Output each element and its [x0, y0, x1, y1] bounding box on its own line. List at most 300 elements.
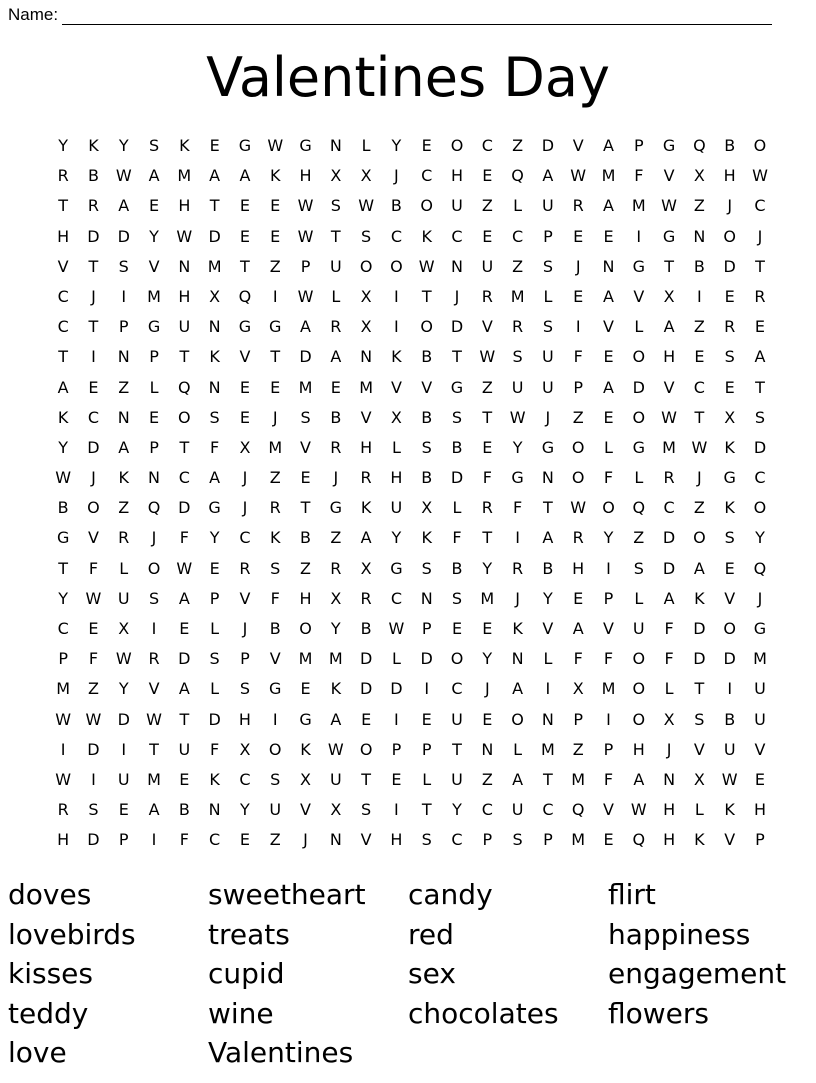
grid-letter: I [394, 317, 399, 337]
grid-letter: J [91, 468, 96, 488]
grid-letter: E [754, 317, 766, 337]
grid-letter: C [57, 286, 69, 306]
grid-letter: A [754, 347, 766, 367]
grid-letter: X [572, 679, 584, 699]
grid-letter: V [663, 377, 675, 397]
grid-letter: T [452, 739, 462, 759]
grid-letter: W [146, 709, 162, 729]
grid-letter: K [57, 407, 69, 427]
grid-letter: C [481, 136, 493, 155]
grid-letter: Z [512, 256, 524, 276]
grid-letter: D [359, 649, 373, 669]
grid-letter: E [361, 709, 372, 729]
grid-letter: H [238, 709, 251, 729]
grid-letter: C [239, 769, 251, 789]
grid-letter: W [297, 226, 314, 246]
grid-letter: P [482, 830, 493, 850]
grid-row [48, 226, 775, 256]
grid-letter: G [56, 528, 70, 548]
grid-letter: L [361, 136, 371, 155]
grid-letter: W [691, 437, 708, 457]
grid-letter: V [663, 166, 675, 186]
grid-letter: V [572, 136, 584, 155]
grid-letter: O [632, 347, 646, 367]
grid-letter: M [359, 377, 374, 397]
grid-letter: U [451, 769, 463, 789]
grid-letter: V [724, 588, 736, 608]
word-item: kisses [8, 957, 93, 990]
grid-letter: A [663, 588, 675, 608]
grid-letter: Y [209, 528, 220, 548]
grid-row [48, 195, 775, 225]
grid-letter: G [632, 256, 645, 276]
grid-letter: W [297, 286, 314, 306]
grid-letter: D [359, 679, 373, 699]
grid-letter: A [603, 377, 614, 397]
grid-letter: K [330, 679, 342, 699]
grid-letter: Z [481, 377, 493, 397]
grid-row [48, 618, 775, 648]
grid-letter: R [360, 468, 372, 488]
grid-letter: S [421, 437, 432, 457]
grid-letter: M [298, 649, 313, 669]
grid-letter: M [328, 649, 343, 669]
grid-letter: M [480, 588, 495, 608]
grid-letter: L [694, 800, 704, 820]
grid-letter: E [239, 407, 250, 427]
grid-letter: S [148, 136, 160, 155]
grid-letter: J [757, 588, 763, 608]
grid-letter: L [634, 588, 644, 608]
grid-letter: N [360, 347, 373, 367]
grid-letter: D [117, 226, 130, 246]
grid-letter: M [571, 830, 586, 850]
grid-letter: E [209, 136, 220, 155]
grid-letter: R [724, 317, 736, 337]
grid-letter: J [757, 226, 763, 246]
grid-letter: R [663, 468, 675, 488]
grid-letter: O [723, 619, 736, 638]
grid-letter: S [633, 558, 644, 578]
grid-letter: C [451, 226, 463, 246]
grid-letter: G [723, 468, 736, 488]
grid-letter: K [391, 347, 402, 367]
grid-letter: K [724, 437, 735, 457]
grid-letter: J [242, 498, 248, 518]
grid-letter: R [481, 286, 493, 306]
grid-letter: W [115, 166, 132, 186]
grid-letter: J [333, 468, 339, 488]
grid-letter: O [268, 739, 282, 759]
word-item: doves [8, 878, 92, 911]
grid-letter: B [421, 468, 433, 488]
grid-letter: E [482, 709, 493, 729]
grid-letter: C [239, 528, 251, 548]
grid-letter: W [297, 196, 314, 216]
grid-letter: Z [481, 769, 493, 789]
grid-letter: O [632, 679, 646, 699]
grid-letter: A [663, 317, 675, 337]
grid-letter: P [633, 136, 644, 155]
grid-letter: P [118, 317, 129, 337]
grid-letter: F [573, 347, 583, 367]
grid-letter: J [666, 739, 672, 759]
grid-letter: S [421, 830, 432, 850]
grid-letter: S [209, 649, 220, 669]
grid-letter: Q [238, 286, 252, 306]
grid-letter: J [484, 679, 490, 699]
grid-letter: L [664, 679, 674, 699]
grid-letter: Y [58, 437, 69, 457]
grid-letter: N [148, 468, 161, 488]
grid-letter: G [662, 136, 676, 155]
grid-letter: S [118, 256, 129, 276]
grid-letter: M [540, 739, 555, 759]
grid-letter: W [327, 739, 344, 759]
grid-row [48, 648, 775, 678]
grid-letter: K [300, 739, 311, 759]
grid-letter: T [179, 437, 190, 457]
grid-letter: W [721, 769, 738, 789]
grid-letter: Q [753, 558, 767, 578]
grid-letter: H [360, 437, 373, 457]
grid-letter: D [541, 136, 555, 155]
grid-letter: J [272, 407, 278, 427]
grid-letter: G [753, 619, 767, 638]
grid-letter: E [239, 377, 250, 397]
grid-letter: F [634, 166, 644, 186]
grid-letter: V [542, 619, 554, 638]
grid-letter: A [360, 528, 372, 548]
grid-letter: T [694, 679, 705, 699]
grid-letter: Z [633, 528, 645, 548]
grid-letter: B [421, 407, 433, 427]
grid-letter: H [663, 347, 676, 367]
grid-letter: J [515, 588, 520, 608]
word-column [208, 875, 366, 1073]
grid-letter: T [179, 709, 190, 729]
grid-letter: R [512, 317, 524, 337]
grid-letter: U [723, 739, 736, 759]
grid-letter: X [724, 407, 736, 427]
grid-letter: V [360, 830, 372, 850]
grid-letter: H [572, 558, 585, 578]
grid-letter: U [754, 709, 766, 729]
grid-letter: D [662, 558, 676, 578]
grid-letter: T [58, 347, 69, 367]
grid-letter: Y [118, 679, 129, 699]
grid-letter: J [242, 619, 248, 638]
grid-letter: I [606, 558, 611, 578]
grid-letter: H [390, 468, 403, 488]
name-line[interactable] [62, 7, 772, 25]
grid-letter: U [511, 800, 524, 820]
grid-letter: O [147, 558, 161, 578]
grid-letter: I [575, 317, 581, 337]
grid-letter: X [693, 166, 705, 186]
grid-letter: D [723, 649, 736, 669]
word-item: flirt [608, 878, 656, 911]
grid-letter: M [601, 679, 616, 699]
grid-letter: I [636, 226, 642, 246]
grid-letter: T [543, 769, 553, 789]
grid-letter: W [570, 498, 587, 518]
name-field-row [8, 5, 772, 25]
grid-letter: M [298, 377, 313, 397]
grid-row [48, 527, 775, 557]
grid-letter: L [391, 649, 401, 669]
grid-letter: T [300, 498, 311, 518]
grid-letter: V [481, 317, 493, 337]
grid-letter: U [117, 769, 130, 789]
grid-letter: Z [481, 196, 493, 216]
grid-letter: M [510, 286, 525, 306]
grid-letter: Y [58, 588, 69, 608]
grid-letter: D [450, 468, 464, 488]
grid-letter: A [148, 166, 160, 186]
grid-letter: L [149, 377, 159, 397]
grid-letter: D [117, 709, 130, 729]
grid-letter: N [329, 136, 342, 155]
grid-letter: Y [755, 528, 765, 548]
grid-letter: V [269, 649, 281, 669]
grid-letter: W [570, 166, 587, 186]
grid-letter: I [394, 800, 399, 820]
grid-letter: V [603, 619, 614, 638]
grid-letter: R [57, 166, 69, 186]
grid-letter: Q [693, 136, 706, 155]
grid-letter: J [727, 196, 733, 216]
grid-letter: P [543, 830, 553, 850]
grid-letter: E [694, 347, 705, 367]
grid-letter: E [179, 619, 190, 638]
grid-letter: J [575, 256, 581, 276]
grid-letter: U [329, 769, 342, 789]
grid-letter: T [755, 256, 765, 276]
grid-letter: V [390, 377, 402, 397]
grid-letter: I [91, 769, 96, 789]
grid-letter: X [360, 558, 372, 578]
grid-letter: C [481, 800, 493, 820]
grid-letter: W [418, 256, 435, 276]
grid-letter: H [450, 166, 464, 186]
grid-letter: C [87, 407, 100, 427]
grid-letter: X [209, 286, 221, 306]
grid-letter: P [391, 739, 402, 759]
grid-letter: Z [300, 558, 311, 578]
grid-letter: P [543, 226, 553, 246]
grid-letter: P [603, 588, 614, 608]
grid-letter: G [662, 226, 676, 246]
grid-letter: B [330, 407, 342, 427]
grid-letter: E [573, 588, 584, 608]
grid-letter: Z [693, 498, 705, 518]
grid-letter: Y [543, 588, 553, 608]
grid-letter: B [693, 256, 705, 276]
grid-letter: S [300, 407, 311, 427]
grid-row [48, 678, 775, 708]
grid-letter: U [178, 739, 191, 759]
grid-letter: T [421, 286, 432, 306]
grid-letter: E [88, 619, 99, 638]
grid-letter: G [269, 679, 282, 699]
grid-row [48, 165, 775, 195]
grid-letter: F [210, 739, 220, 759]
grid-letter: D [87, 437, 100, 457]
grid-letter: X [330, 166, 342, 186]
grid-letter: E [724, 377, 735, 397]
grid-letter: T [88, 317, 99, 337]
grid-letter: H [57, 830, 70, 850]
grid-letter: P [755, 830, 765, 850]
grid-letter: H [299, 166, 312, 186]
grid-letter: B [451, 558, 463, 578]
grid-letter: O [450, 136, 464, 155]
grid-letter: E [754, 769, 766, 789]
grid-letter: M [753, 649, 767, 669]
grid-letter: L [634, 468, 644, 488]
grid-letter: W [661, 196, 677, 216]
word-item: teddy [8, 996, 89, 1030]
grid-letter: H [723, 166, 736, 186]
grid-letter: I [606, 709, 611, 729]
grid-letter: S [512, 347, 523, 367]
grid-letter: Y [149, 226, 159, 246]
grid-letter: A [512, 679, 524, 699]
grid-letter: C [390, 588, 402, 608]
grid-letter: S [361, 226, 372, 246]
grid-letter: D [178, 649, 191, 669]
grid-letter: X [300, 769, 311, 789]
grid-letter: K [421, 528, 432, 548]
grid-letter: N [208, 377, 221, 397]
grid-letter: A [178, 588, 190, 608]
grid-letter: L [422, 769, 432, 789]
grid-letter: O [450, 649, 464, 669]
grid-letter: V [239, 347, 251, 367]
grid-letter: W [55, 709, 72, 729]
grid-letter: F [482, 468, 492, 488]
grid-letter: W [358, 196, 375, 216]
grid-letter: I [424, 679, 430, 699]
grid-letter: T [149, 739, 159, 759]
grid-letter: Y [240, 800, 250, 820]
grid-letter: C [421, 166, 433, 186]
grid-letter: D [87, 226, 100, 246]
grid-letter: D [390, 679, 403, 699]
grid-letter: O [359, 256, 373, 276]
grid-row [48, 829, 775, 859]
grid-letter: W [176, 558, 193, 578]
grid-letter: M [56, 679, 71, 699]
grid-letter: J [697, 468, 702, 488]
grid-letter: P [149, 437, 159, 457]
grid-letter: F [513, 498, 523, 518]
grid-letter: P [421, 619, 432, 638]
grid-letter: T [452, 347, 462, 367]
grid-letter: M [207, 256, 222, 276]
grid-letter: Z [512, 136, 524, 155]
grid-letter: F [270, 588, 280, 608]
grid-letter: V [300, 437, 311, 457]
grid-letter: U [542, 347, 554, 367]
grid-letter: R [330, 558, 342, 578]
grid-letter: X [390, 407, 402, 427]
grid-letter: L [331, 286, 341, 306]
grid-letter: V [724, 830, 736, 850]
grid-letter: K [209, 769, 220, 789]
grid-row [48, 407, 775, 437]
grid-row [48, 739, 775, 769]
word-item: happiness [608, 917, 751, 951]
grid-letter: X [118, 619, 130, 638]
grid-letter: B [451, 437, 463, 457]
grid-letter: Y [482, 558, 493, 578]
grid-letter: J [545, 407, 551, 427]
grid-letter: O [602, 498, 615, 518]
grid-row [48, 377, 775, 407]
word-item: red [408, 917, 454, 951]
grid-letter: N [178, 256, 191, 276]
grid-letter: T [482, 528, 493, 548]
grid-letter: O [299, 619, 312, 638]
grid-letter: D [87, 830, 100, 850]
grid-letter: E [421, 709, 432, 729]
grid-letter: A [239, 166, 251, 186]
grid-letter: C [663, 498, 675, 518]
grid-letter: G [269, 317, 282, 337]
grid-letter: G [299, 709, 312, 729]
grid-letter: S [330, 196, 341, 216]
grid-letter: T [209, 196, 220, 216]
grid-letter: E [391, 769, 402, 789]
grid-letter: T [421, 800, 432, 820]
grid-letter: K [118, 468, 129, 488]
grid-letter: E [300, 679, 311, 699]
grid-row [48, 437, 775, 467]
grid-letter: I [545, 679, 551, 699]
grid-letter: U [481, 256, 494, 276]
grid-letter: N [602, 256, 615, 276]
grid-letter: A [57, 377, 69, 397]
grid-letter: A [512, 769, 524, 789]
grid-letter: Z [693, 317, 705, 337]
grid-letter: A [633, 769, 645, 789]
grid-letter: S [209, 407, 220, 427]
grid-letter: V [57, 256, 69, 276]
grid-letter: W [115, 649, 132, 669]
grid-letter: B [57, 498, 69, 518]
grid-letter: R [330, 317, 342, 337]
word-item: candy [408, 878, 493, 911]
grid-letter: Z [269, 830, 281, 850]
grid-letter: T [88, 256, 99, 276]
grid-letter: Q [147, 498, 161, 518]
grid-letter: G [238, 317, 252, 337]
grid-letter: H [632, 739, 645, 759]
grid-row [48, 346, 775, 376]
grid-letter: V [239, 588, 251, 608]
grid-letter: R [572, 196, 584, 216]
grid-letter: A [542, 528, 554, 548]
grid-letter: L [391, 437, 401, 457]
grid-letter: F [179, 528, 189, 548]
grid-letter: N [541, 709, 554, 729]
grid-letter: S [754, 407, 766, 427]
grid-letter: N [663, 769, 676, 789]
grid-letter: T [361, 769, 371, 789]
grid-letter: K [360, 498, 372, 518]
